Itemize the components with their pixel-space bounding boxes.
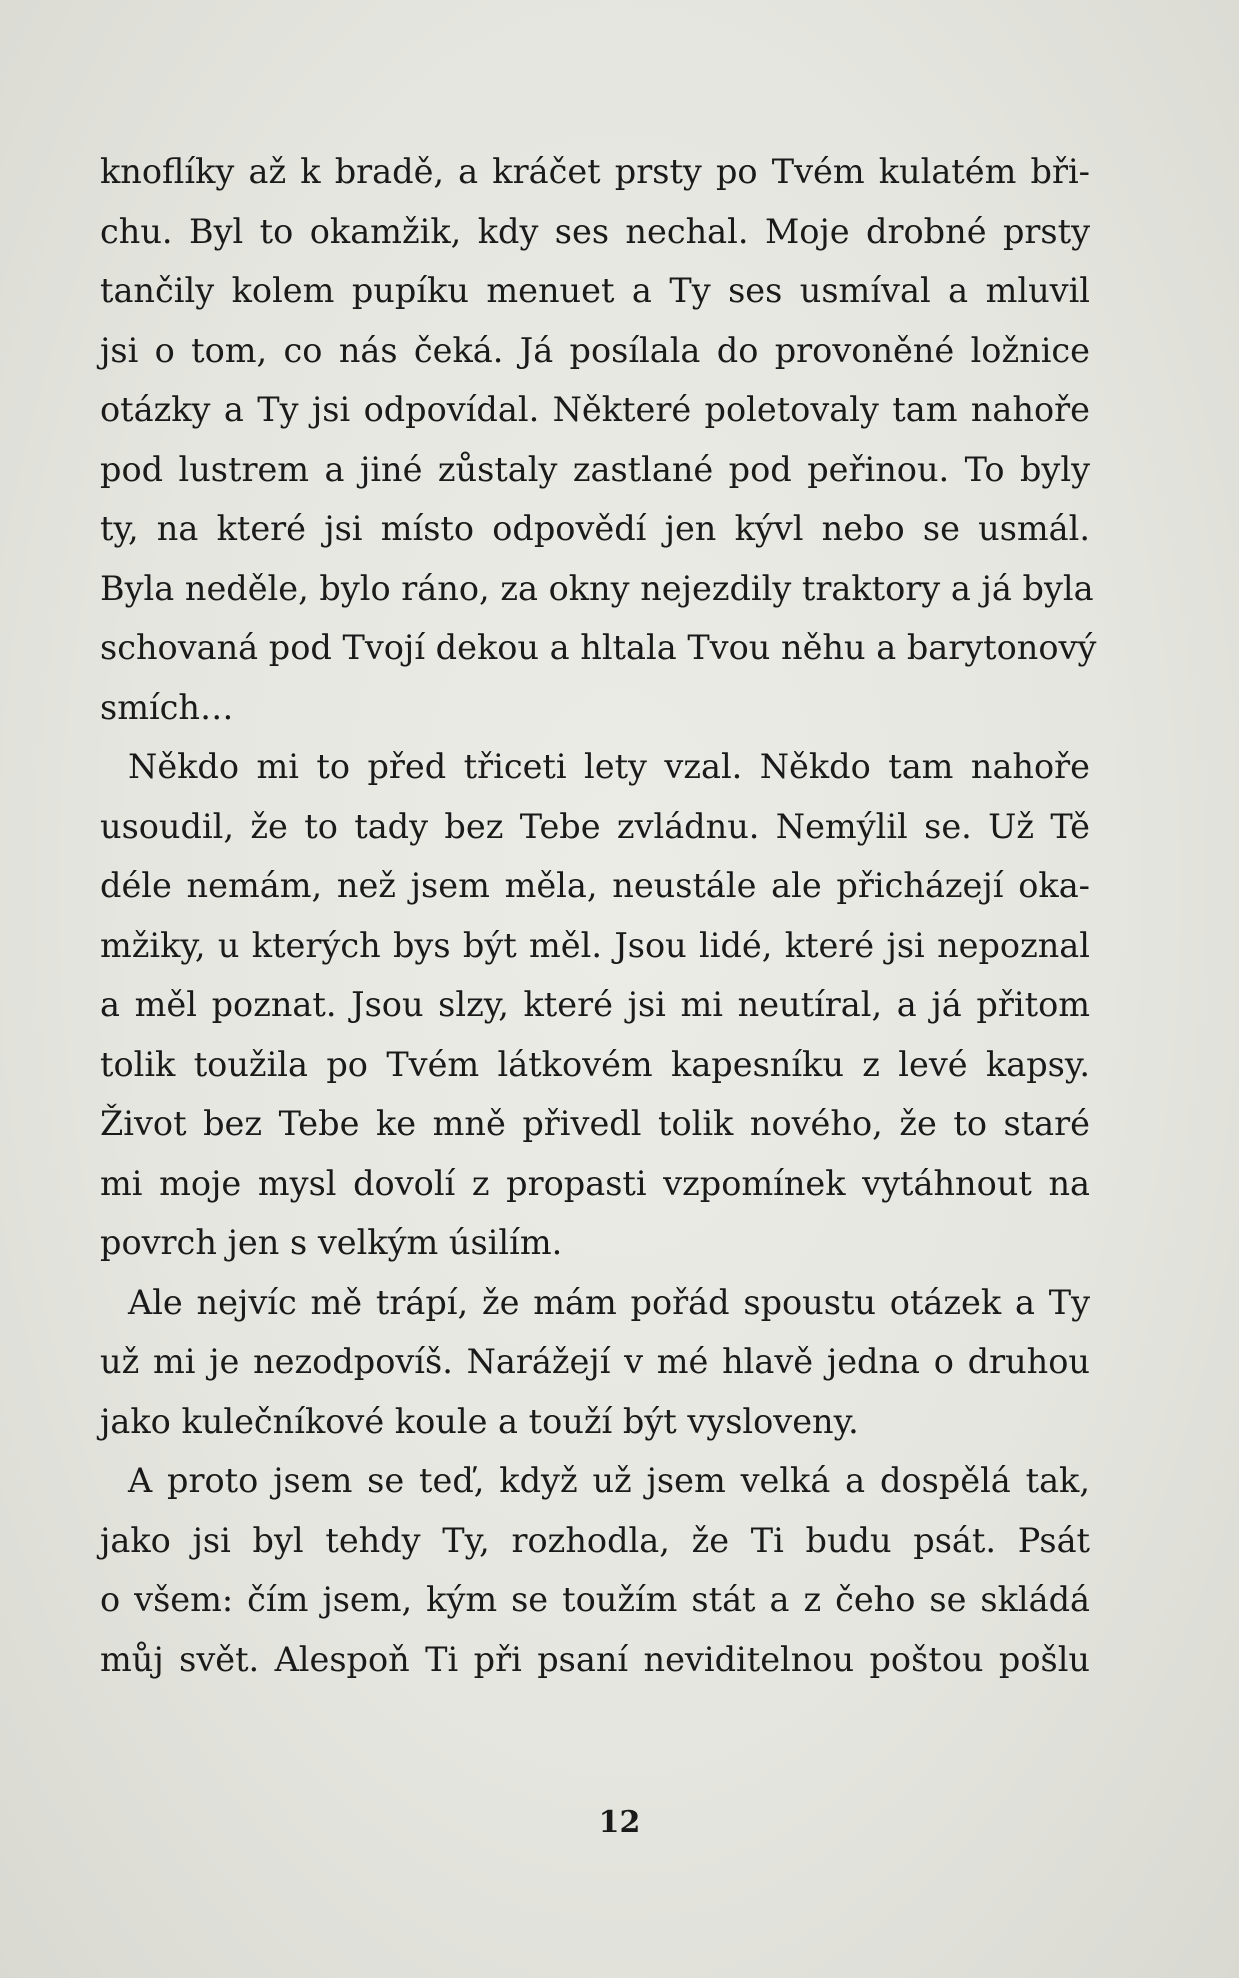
text-line: o všem: čím jsem, kým se toužím stát a z čeho se skládá	[100, 1580, 1090, 1619]
text-line: tančily kolem pupíku menuet a Ty ses usmíval a mluvil	[100, 271, 1090, 310]
text-line: jako kulečníkové koule a touží být vysloveny.	[100, 1401, 859, 1441]
body-text	[100, 142, 1097, 1689]
text-line: déle nemám, než jsem měla, neustále ale přicházejí oka-	[100, 866, 1090, 905]
text-line: knoflíky až k bradě, a kráčet prsty po Tvém kulatém bři-	[100, 152, 1090, 191]
text-line: Někdo mi to před třiceti lety vzal. Někdo tam nahoře	[128, 747, 1090, 786]
text-line: Byla neděle, bylo ráno, za okny nejezdily traktory a já byla	[100, 568, 1094, 608]
text-line: Ale nejvíc mě trápí, že mám pořád spoustu otázek a Ty	[128, 1282, 1090, 1322]
text-line: schovaná pod Tvojí dekou a hltala Tvou něhu a barytonový	[100, 628, 1097, 667]
text-line: jsi o tom, co nás čeká. Já posílala do provoněné ložnice	[100, 330, 1090, 370]
text-line: ty, na které jsi místo odpovědí jen kývl nebo se usmál.	[100, 509, 1090, 548]
text-line: mi moje mysl dovolí z propasti vzpomínek vytáhnout na	[100, 1163, 1090, 1203]
text-line: smích…	[100, 687, 234, 727]
page-number: 12	[598, 1805, 641, 1840]
paragraph	[100, 1451, 1090, 1689]
text-line: A proto jsem se teď, když už jsem velká a dospělá tak,	[128, 1461, 1090, 1500]
text-line: už mi je nezodpovíš. Narážejí v mé hlavě jedna o druhou	[100, 1342, 1090, 1381]
text-line: tolik toužila po Tvém látkovém kapesníku z levé kapsy.	[100, 1044, 1090, 1084]
text-line: otázky a Ty jsi odpovídal. Některé poletovaly tam nahoře	[100, 390, 1090, 429]
text-line: Život bez Tebe ke mně přivedl tolik nového, že to staré	[100, 1104, 1090, 1143]
text-line: chu. Byl to okamžik, kdy ses nechal. Moje drobné prsty	[100, 211, 1090, 251]
text-line: můj svět. Alespoň Ti při psaní neviditelnou poštou pošlu	[100, 1639, 1090, 1679]
text-line: a měl poznat. Jsou slzy, které jsi mi neutíral, a já přitom	[100, 985, 1090, 1024]
paragraph	[100, 142, 1097, 737]
text-line: pod lustrem a jiné zůstaly zastlané pod peřinou. To byly	[100, 449, 1090, 489]
text-line: usoudil, že to tady bez Tebe zvládnu. Nemýlil se. Už Tě	[100, 806, 1090, 846]
paragraph	[100, 1273, 1090, 1452]
paragraph	[100, 737, 1090, 1273]
text-line: jako jsi byl tehdy Ty, rozhodla, že Ti budu psát. Psát	[100, 1520, 1090, 1560]
text-line: povrch jen s velkým úsilím.	[100, 1223, 563, 1262]
text-line: mžiky, u kterých bys být měl. Jsou lidé, které jsi nepoznal	[100, 925, 1090, 965]
